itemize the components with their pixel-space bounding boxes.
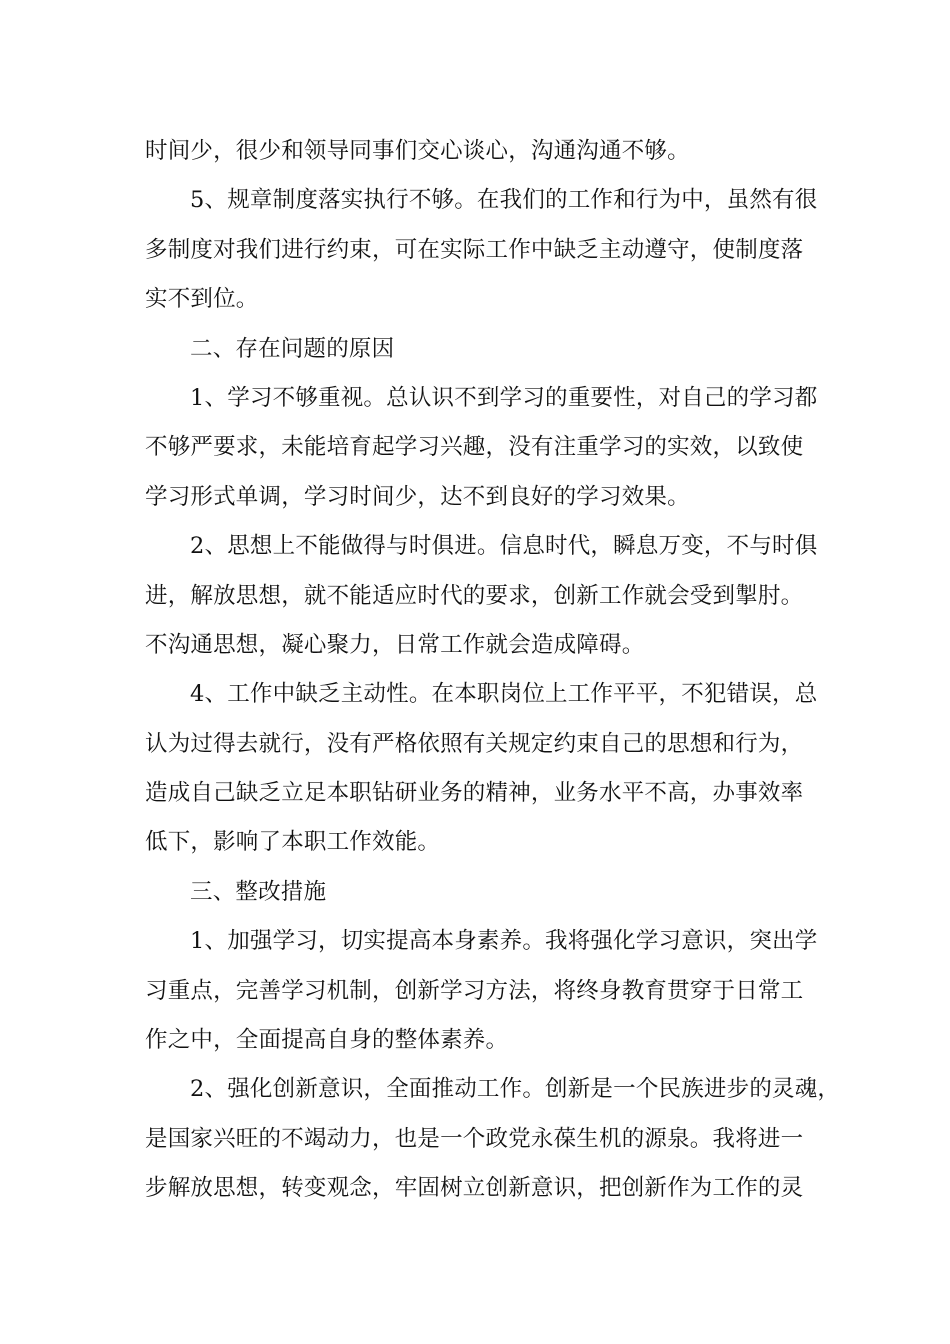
text-line: 2、强化创新意识，全面推动工作。创新是一个民族进步的灵魂， bbox=[190, 1076, 841, 1103]
text-line: 不沟通思想，凝心聚力，日常工作就会造成障碍。 bbox=[145, 631, 645, 658]
text-line: 习重点，完善学习机制，创新学习方法，将终身教育贯穿于日常工 bbox=[145, 977, 804, 1004]
text-line: 2、思想上不能做得与时俱进。信息时代，瞬息万变，不与时俱 bbox=[190, 533, 818, 560]
text-line: 认为过得去就行，没有严格依照有关规定约束自己的思想和行为， bbox=[145, 730, 804, 757]
text-line: 造成自己缺乏立足本职钻研业务的精神，业务水平不高，办事效率 bbox=[145, 780, 804, 807]
text-line: 进，解放思想，就不能适应时代的要求，创新工作就会受到掣肘。 bbox=[145, 582, 804, 609]
text-line: 1、学习不够重视。总认识不到学习的重要性，对自己的学习都 bbox=[190, 384, 818, 411]
text-line: 是国家兴旺的不竭动力，也是一个政党永葆生机的源泉。我将进一 bbox=[145, 1125, 804, 1152]
text-line: 4、工作中缺乏主动性。在本职岗位上工作平平，不犯错误，总 bbox=[190, 681, 818, 708]
text-line: 5、规章制度落实执行不够。在我们的工作和行为中，虽然有很 bbox=[190, 187, 818, 214]
text-line: 时间少，很少和领导同事们交心谈心，沟通沟通不够。 bbox=[145, 138, 690, 164]
section-heading: 二、存在问题的原因 bbox=[190, 335, 395, 362]
text-line: 不够严要求，未能培育起学习兴趣，没有注重学习的实效，以致使 bbox=[145, 434, 804, 461]
text-line: 作之中，全面提高自身的整体素养。 bbox=[145, 1027, 509, 1054]
document-body bbox=[145, 127, 841, 1214]
text-line: 多制度对我们进行约束，可在实际工作中缺乏主动遵守，使制度落 bbox=[145, 236, 804, 263]
text-line: 1、加强学习，切实提高本身素养。我将强化学习意识，突出学 bbox=[190, 928, 818, 955]
text-line: 实不到位。 bbox=[145, 286, 259, 313]
section-heading: 三、整改措施 bbox=[190, 878, 327, 905]
text-line: 低下，影响了本职工作效能。 bbox=[145, 829, 441, 856]
text-line: 步解放思想，转变观念，牢固树立创新意识，把创新作为工作的灵 bbox=[145, 1175, 804, 1202]
text-line: 学习形式单调，学习时间少，达不到良好的学习效果。 bbox=[145, 483, 690, 510]
